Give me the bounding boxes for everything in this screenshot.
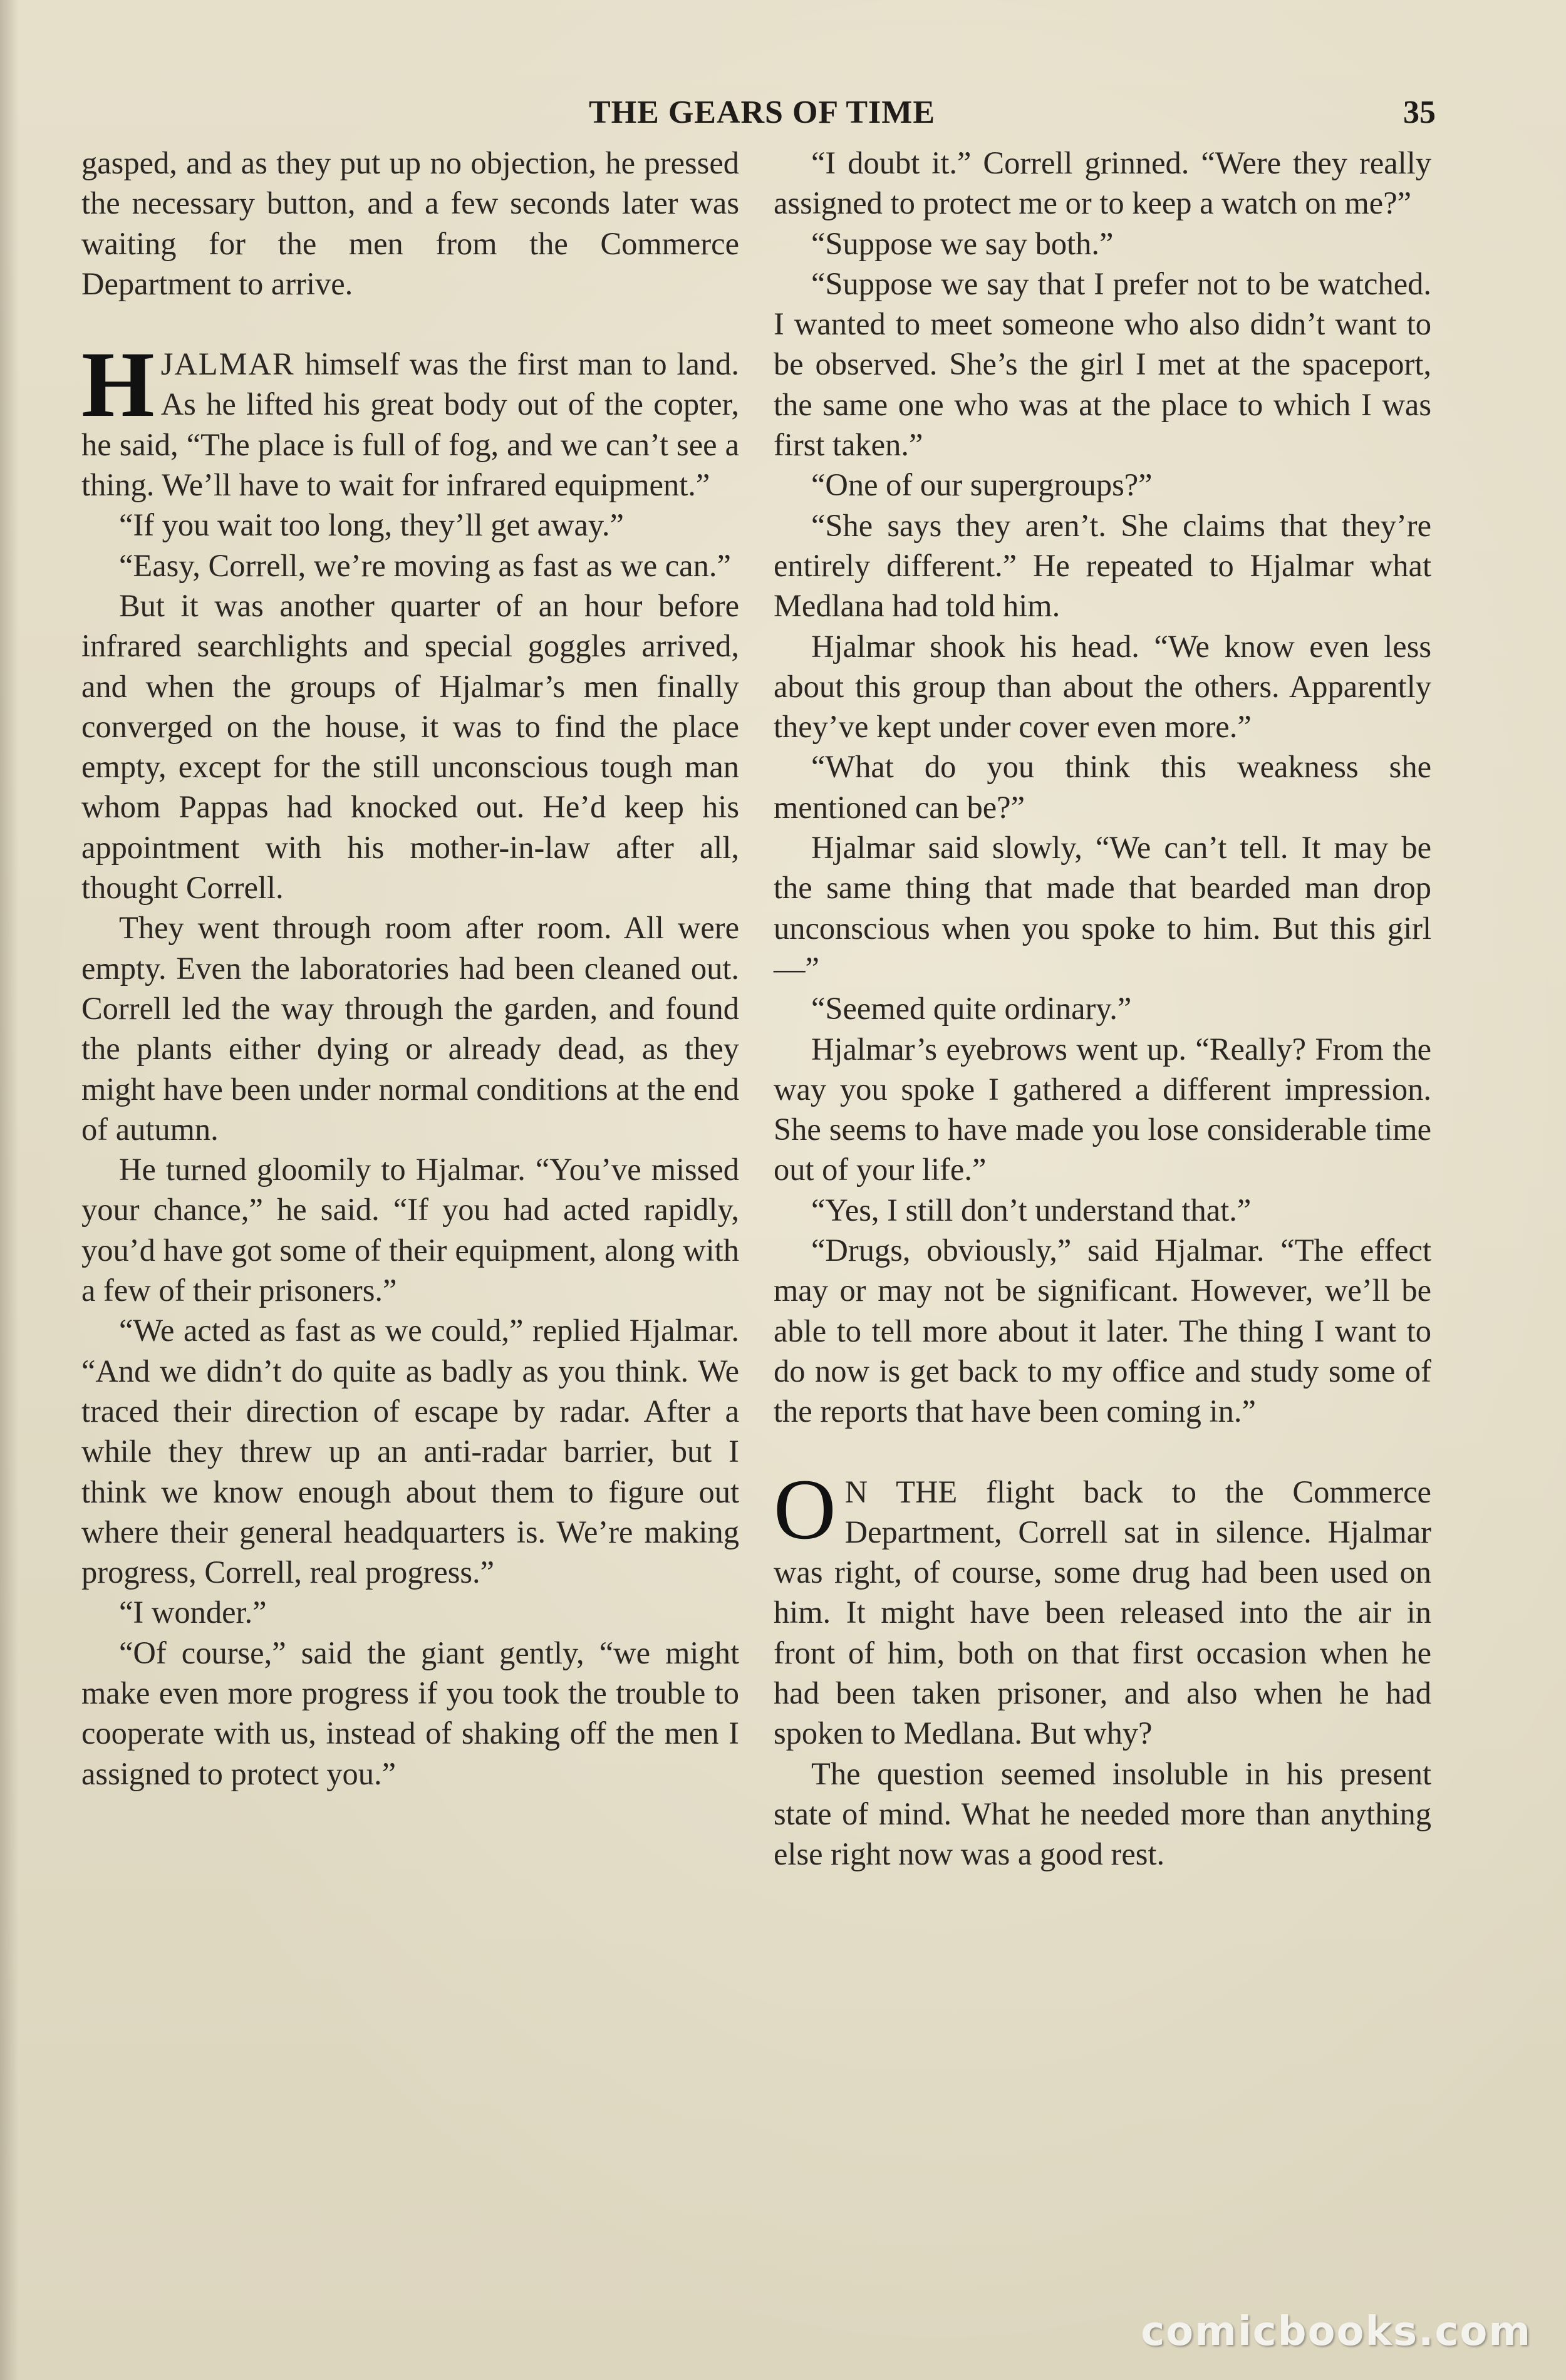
drop-cap: O (774, 1461, 836, 1557)
paragraph: “What do you think this weakness she mentioned can be?” (774, 749, 1431, 825)
paragraph-text: himself was the first man to land. As he lifted his great body out of the copter, he said, “The place is full of fog, and we can’t see a thing. We’ll have to wait for infrared equipment.” (81, 346, 739, 503)
paragraph: “Easy, Correll, we’re moving as fast as we can.” (119, 547, 731, 583)
paragraph: Hjalmar’s eyebrows went up. “Really? From the way you spoke I gathered a different impression. She seems to have made you lose considerable time out of your life.” (774, 1031, 1431, 1187)
paragraph: But it was another quarter of an hour before infrared searchlights and special goggles arrived, and when the groups of Hjalmar’s men finally converged on the house, it was to find the place empty, except for the still unconscious tough man whom Pappas had knocked out. He’d keep his appointment with his mother-in-law after all, thought Correll. (81, 587, 739, 906)
lead-caps: N THE (844, 1474, 958, 1509)
paragraph-with-dropcap (774, 1461, 1431, 1754)
paragraph: “Seemed quite ordinary.” (811, 991, 1132, 1027)
paragraph: gasped, and as they put up no objection, he pressed the necessary button, and a few seconds later was waiting for the men from the Commerce Department to arrive. (81, 145, 739, 301)
drop-cap: H (81, 333, 155, 437)
left-column (81, 143, 739, 1794)
paragraph: “I doubt it.” Correll grinned. “Were they really assigned to protect me or to keep a watch on me?” (774, 145, 1431, 221)
paragraph-text: flight back to the Commerce Department, Correll sat in silence. Hjalmar was right, of course, some drug had been used on him. It might have been released into the air in front of him, both on that first occasion when he had been taken prisoner, and also when he had spoken to Medlana. But why? (774, 1474, 1431, 1751)
paragraph: “Drugs, obviously,” said Hjalmar. “The effect may or may not be significant. However, we’ll be able to tell more about it later. The thing I want to do now is get back to my office and study some of the reports that have been coming in.” (774, 1233, 1431, 1429)
section-break (81, 304, 739, 344)
paragraph: “If you wait too long, they’ll get away.” (119, 507, 624, 543)
paragraph: “Suppose we say both.” (811, 225, 1114, 261)
paragraph: “Suppose we say that I prefer not to be watched. I wanted to meet someone who also didn’t want to be observed. She’s the girl I met at the spaceport, the same one who was at the place to which I was first taken.” (774, 266, 1431, 463)
paragraph: They went through room after room. All were empty. Even the laboratories had been cleaned out. Correll led the way through the garden, and found the plants either dying or already dead, as they might have been under normal conditions at the end of autumn. (81, 910, 739, 1147)
paragraph: Hjalmar shook his head. “We know even less about this group than about the others. Apparently they’ve kept under cover even more.” (774, 628, 1431, 745)
page-header (0, 94, 1566, 144)
paragraph: “Of course,” said the giant gently, “we might make even more progress if you took the trouble to cooperate with us, instead of shaking off the men I assigned to protect you.” (81, 1635, 739, 1791)
lead-caps: JALMAR (160, 346, 295, 382)
right-column (774, 143, 1431, 1874)
paragraph: Hjalmar said slowly, “We can’t tell. It may be the same thing that made that bearded man drop unconscious when you spoke to him. But this girl—” (774, 830, 1431, 986)
paragraph: “She says they aren’t. She claims that they’re entirely different.” He repeated to Hjalmar what Medlana had told him. (774, 507, 1431, 624)
paragraph: “I wonder.” (119, 1595, 267, 1630)
paragraph: “Yes, I still don’t understand that.” (811, 1192, 1252, 1228)
site-watermark: comicbooks.com (1141, 2309, 1532, 2355)
running-title: THE GEARS OF TIME (589, 95, 935, 130)
paragraph-with-dropcap (81, 333, 739, 505)
paragraph: “We acted as fast as we could,” replied Hjalmar. “And we didn’t do quite as badly as you think. We traced their direction of escape by radar. After a while they threw up an anti-radar barrier, but I think we know enough about them to figure out where their general headquarters is. We’re making progress, Correll, real progress.” (81, 1313, 739, 1590)
page-number: 35 (1403, 95, 1436, 130)
paragraph: “One of our supergroups?” (811, 467, 1153, 503)
paragraph: The question seemed insoluble in his present state of mind. What he needed more than anything else right now was a good rest. (774, 1756, 1431, 1872)
section-break (774, 1432, 1431, 1472)
paragraph: He turned gloomily to Hjalmar. “You’ve missed your chance,” he said. “If you had acted rapidly, you’d have got some of their equipment, along with a few of their prisoners.” (81, 1152, 739, 1308)
